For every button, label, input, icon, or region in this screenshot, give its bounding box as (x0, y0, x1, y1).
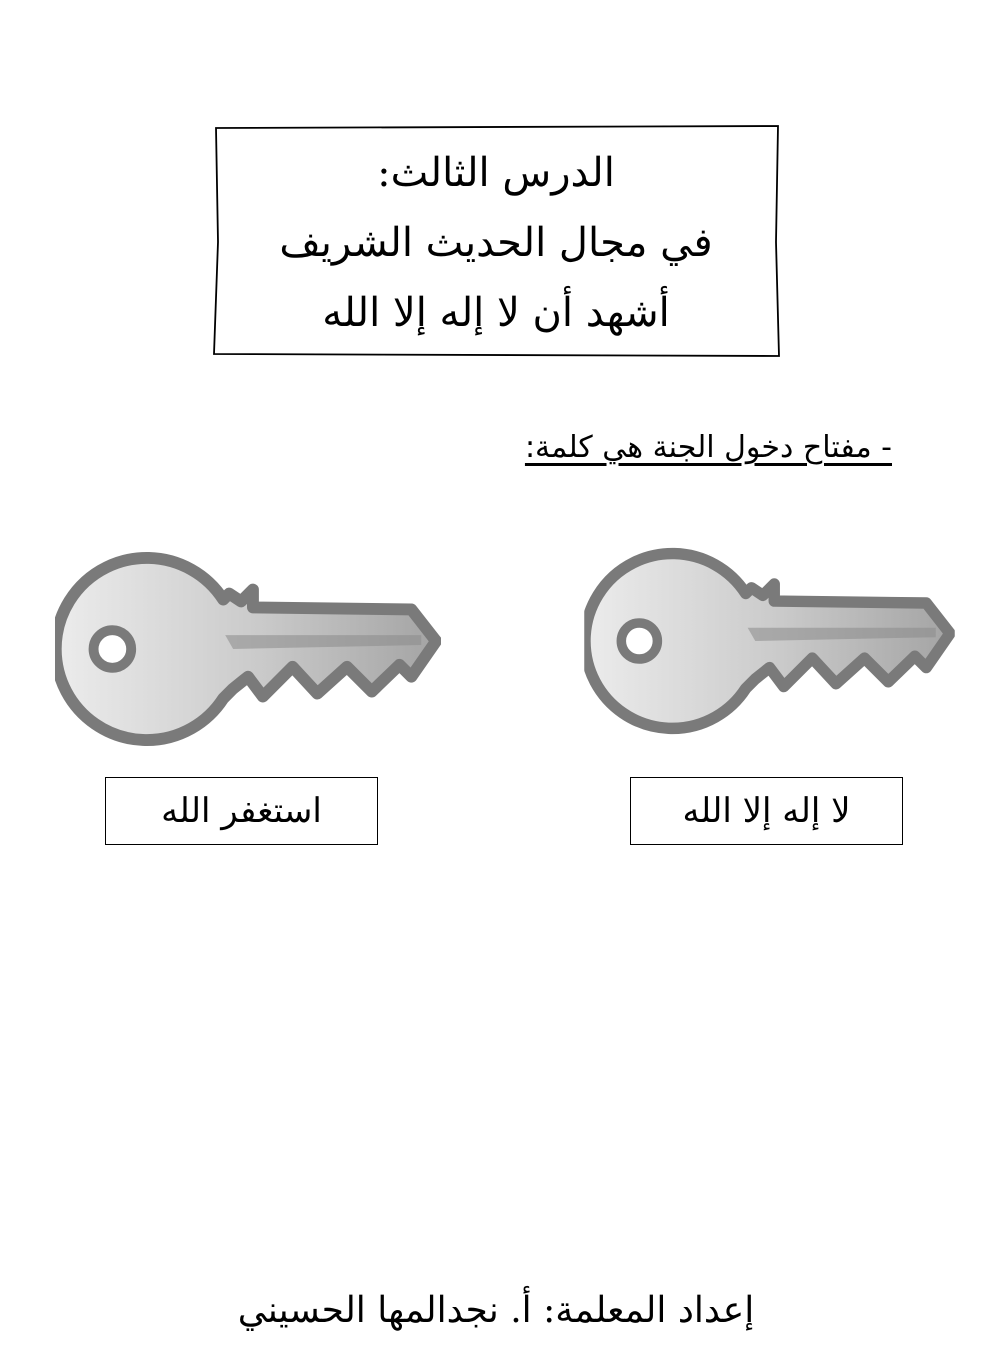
key-icon (582, 546, 957, 736)
teacher-credit: إعداد المعلمة: أ. نجدالمها الحسيني (237, 1290, 755, 1331)
answer-option-istighfar[interactable]: استغفر الله (105, 777, 378, 845)
answer-option-tawhid[interactable]: لا إله إلا الله (630, 777, 903, 845)
lesson-topic: أشهد أن لا إله إلا الله (322, 290, 670, 336)
title-text (210, 138, 782, 348)
question-prompt: - مفتاح دخول الجنة هي كلمة: (524, 430, 892, 465)
lesson-number: الدرس الثالث: (377, 150, 615, 196)
lesson-subject: في مجال الحديث الشريف (279, 220, 713, 266)
key-icon (52, 550, 444, 748)
lesson-title-box (210, 124, 782, 360)
